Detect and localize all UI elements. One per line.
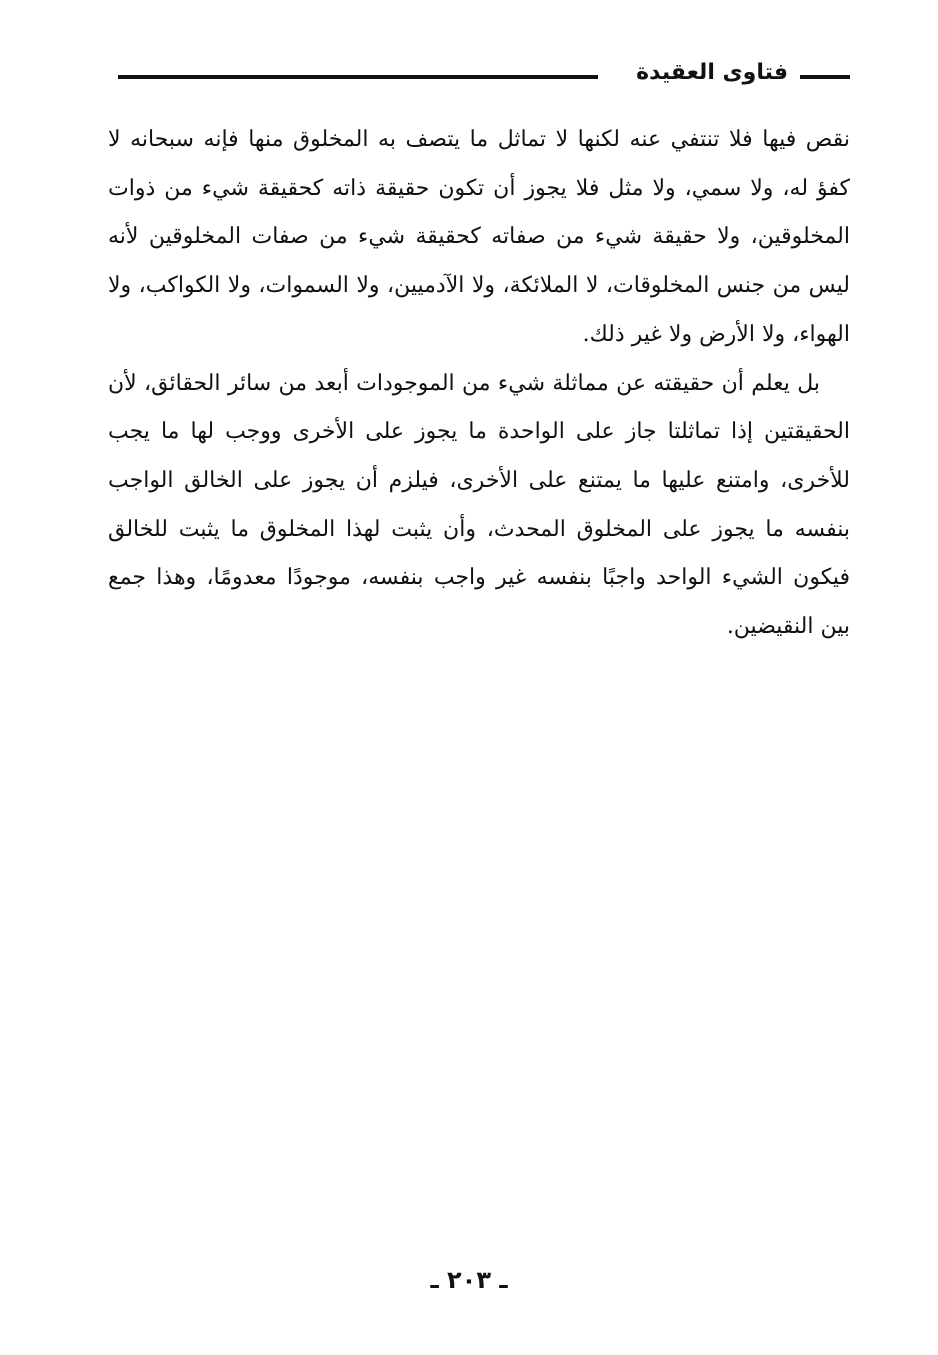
header-rule-right <box>800 75 850 79</box>
paragraph-1: نقص فيها فلا تنتفي عنه لكنها لا تماثل ما يتصف به المخلوق منها فإنه سبحانه لا كفؤ له، ولا سمي، ولا مثل فلا يجوز أن تكون حقيقة ذاته كحقيقة شيء من ذوات المخلوقين، ولا حقيقة شيء من صفاته كحقيقة شيء من صفات المخلوقين لأنه ليس من جنس المخلوقات، لا الملائكة، ولا الآدميين، ولا السموات، ولا الكواكب، ولا الهواء، ولا الأرض ولا غير ذلك. <box>108 127 850 347</box>
running-header <box>118 58 850 96</box>
paragraph-2: بل يعلم أن حقيقته عن مماثلة شيء من الموجودات أبعد من سائر الحقائق، لأن الحقيقتين إذا تماثلتا جاز على الواحدة ما يجوز على الأخرى ووجب لها ما يجب للأخرى، وامتنع عليها ما يمتنع على الأخرى، فيلزم أن يجوز على الخالق الواجب بنفسه ما يجوز على المخلوق المحدث، وأن يثبت لهذا المخلوق ما يثبت للخالق فيكون الشيء الواحد واجبًا بنفسه غير واجب بنفسه، موجودًا معدومًا، وهذا جمع بين النقيضين. <box>108 370 850 640</box>
page-number: ـ ٢٠٣ ـ <box>430 1266 508 1294</box>
main-text <box>108 116 850 652</box>
header-title: فتاوى العقيدة <box>636 60 788 85</box>
header-rule-left <box>118 75 598 79</box>
